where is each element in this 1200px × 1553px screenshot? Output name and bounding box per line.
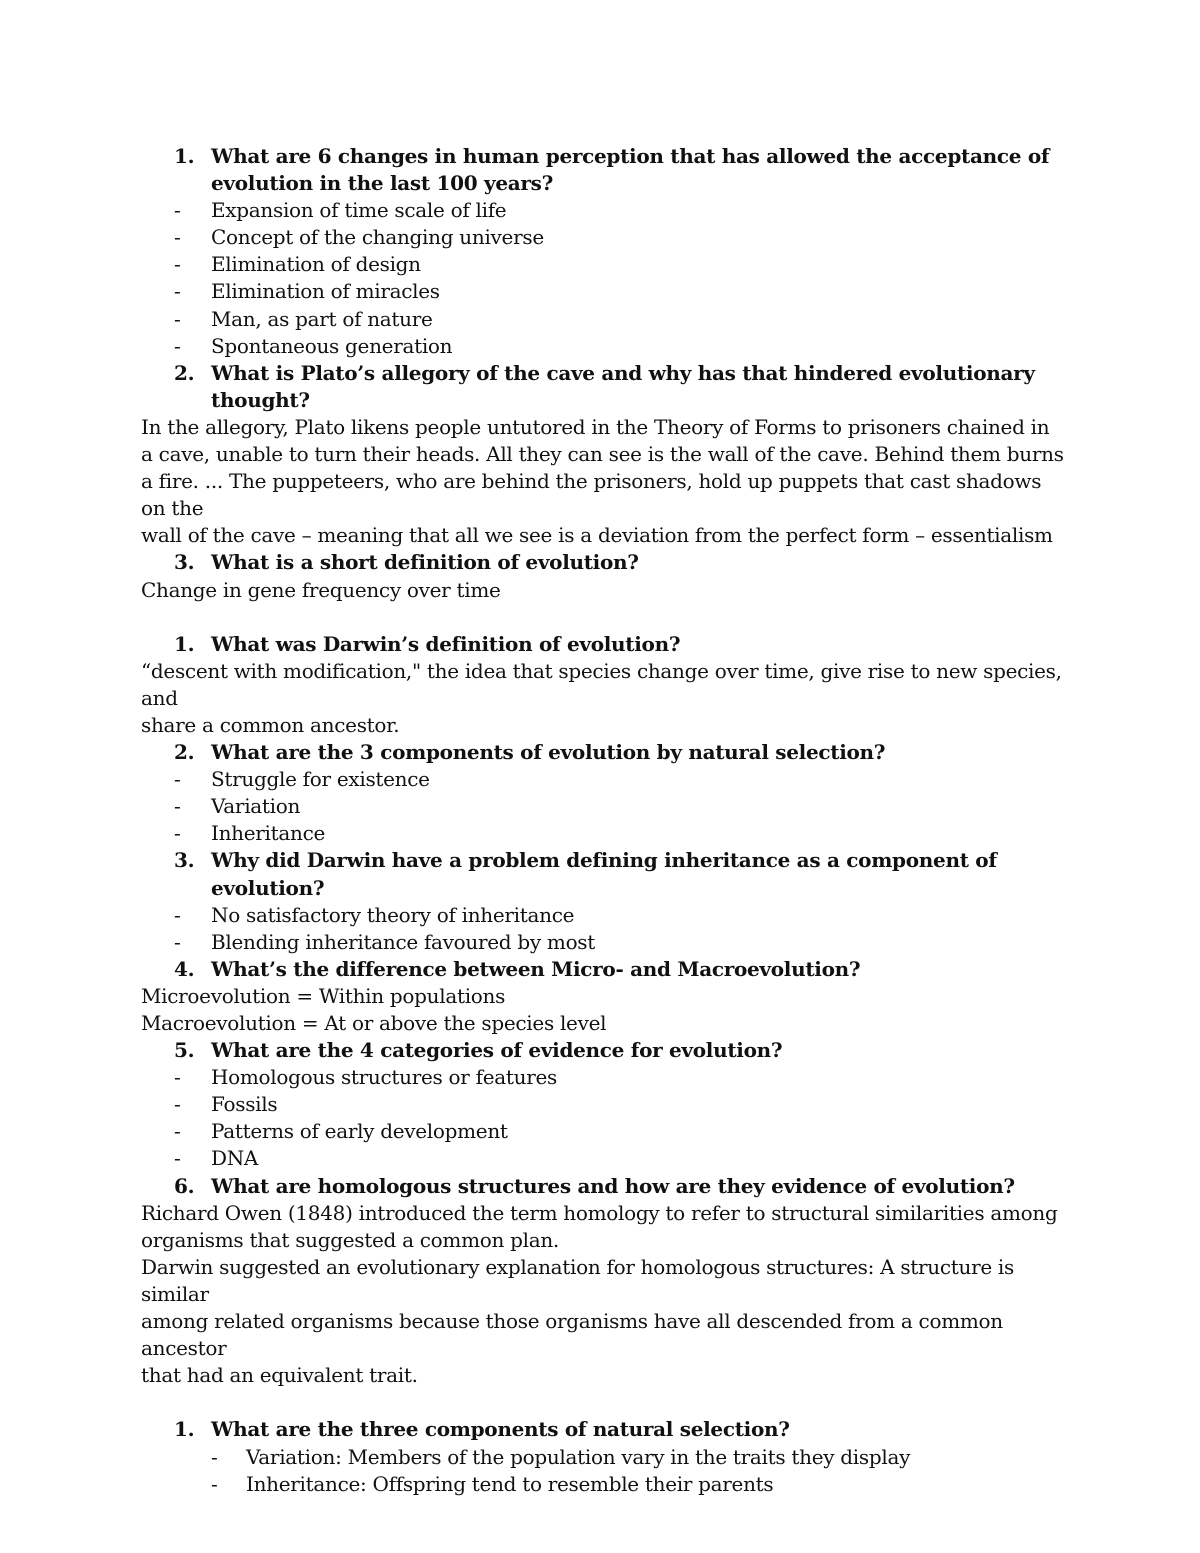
bullet-dash: - bbox=[174, 279, 181, 304]
question-text: What is a short definition of evolution? bbox=[211, 550, 639, 575]
bullet-item bbox=[141, 251, 1071, 278]
bullet-item bbox=[141, 197, 1071, 224]
question-number: 2. bbox=[174, 740, 195, 765]
bullet-item bbox=[141, 766, 1071, 793]
question-number: 5. bbox=[174, 1038, 195, 1063]
document-content bbox=[141, 143, 1071, 1498]
question-heading bbox=[141, 1416, 1071, 1443]
answer-line: “descent with modification," the idea that species change over time, give rise to new species, and bbox=[141, 658, 1062, 710]
bullet-dash: - bbox=[174, 902, 181, 927]
question-heading bbox=[141, 1037, 1071, 1064]
bullet-dash: - bbox=[174, 1092, 181, 1117]
bullet-item bbox=[141, 333, 1071, 360]
question-text: What was Darwin’s definition of evolution? bbox=[211, 631, 681, 656]
answer-line: Darwin suggested an evolutionary explanation for homologous structures: A structure is similar bbox=[141, 1254, 1014, 1306]
question-text: What are the 4 categories of evidence for evolution? bbox=[211, 1038, 783, 1063]
question-text: Why did Darwin have a problem defining inheritance as a component of evolution? bbox=[211, 848, 997, 900]
bullet-text: Blending inheritance favoured by most bbox=[211, 929, 596, 954]
answer-line: share a common ancestor. bbox=[141, 712, 400, 737]
bullet-text: Expansion of time scale of life bbox=[211, 198, 507, 223]
question-text: What are the 3 components of evolution by natural selection? bbox=[211, 740, 886, 765]
bullet-item bbox=[141, 929, 1071, 956]
question-number: 6. bbox=[174, 1173, 195, 1198]
bullet-text: Concept of the changing universe bbox=[211, 225, 544, 250]
bullet-item bbox=[141, 1145, 1071, 1172]
question-text: What are homologous structures and how are they evidence of evolution? bbox=[211, 1173, 1015, 1198]
bullet-text: Inheritance bbox=[211, 821, 326, 846]
bullet-dash: - bbox=[174, 225, 181, 250]
bullet-text: Homologous structures or features bbox=[211, 1065, 557, 1090]
bullet-item bbox=[141, 1064, 1071, 1091]
bullet-dash: - bbox=[174, 333, 181, 358]
question-number: 1. bbox=[174, 1417, 195, 1442]
question-heading bbox=[141, 631, 1071, 658]
bullet-dash: - bbox=[174, 198, 181, 223]
answer-line: Microevolution = Within populations bbox=[141, 983, 506, 1008]
question-number: 3. bbox=[174, 848, 195, 873]
bullet-item bbox=[141, 1118, 1071, 1145]
bullet-dash: - bbox=[174, 252, 181, 277]
question-number: 1. bbox=[174, 144, 195, 168]
question-number: 4. bbox=[174, 956, 195, 981]
bullet-dash: - bbox=[174, 1065, 181, 1090]
bullet-dash: - bbox=[174, 794, 181, 819]
bullet-text: Fossils bbox=[211, 1092, 278, 1117]
question-heading bbox=[141, 956, 1071, 983]
bullet-item bbox=[141, 306, 1071, 333]
bullet-item bbox=[141, 224, 1071, 251]
answer-line: among related organisms because those organisms have all descended from a common ancestor bbox=[141, 1309, 1003, 1361]
bullet-text: Patterns of early development bbox=[211, 1119, 508, 1144]
bullet-item bbox=[141, 1444, 1071, 1471]
bullet-item bbox=[141, 278, 1071, 305]
answer-line: Macroevolution = At or above the species level bbox=[141, 1011, 607, 1035]
answer-line: Change in gene frequency over time bbox=[141, 577, 501, 602]
question-number: 2. bbox=[174, 360, 195, 385]
bullet-dash: - bbox=[174, 929, 181, 954]
bullet-dash: - bbox=[174, 821, 181, 846]
bullet-text: Variation: Members of the population vary in the traits they display bbox=[246, 1444, 911, 1469]
bullet-dash: - bbox=[174, 1119, 181, 1144]
question-text: What are the three components of natural selection? bbox=[211, 1417, 790, 1442]
bullet-text: Struggle for existence bbox=[211, 767, 430, 792]
question-text: What is Plato’s allegory of the cave and why has that hindered evolutionary thought? bbox=[211, 360, 1035, 412]
question-heading bbox=[141, 143, 1071, 197]
bullet-text: Variation bbox=[211, 794, 301, 819]
question-heading bbox=[141, 1173, 1071, 1200]
question-text: What’s the difference between Micro- and Macroevolution? bbox=[211, 956, 861, 981]
bullet-dash: - bbox=[174, 1146, 181, 1171]
bullet-text: Elimination of design bbox=[211, 252, 421, 277]
question-text: What are 6 changes in human perception that has allowed the acceptance of evolution in the last 100 years? bbox=[211, 144, 1050, 196]
question-heading bbox=[141, 360, 1071, 414]
section-gap bbox=[141, 604, 1071, 631]
bullet-text: Inheritance: Offspring tend to resemble their parents bbox=[246, 1471, 774, 1496]
question-heading bbox=[141, 739, 1071, 766]
bullet-item bbox=[141, 793, 1071, 820]
answer-line: a fire. ... The puppeteers, who are behind the prisoners, hold up puppets that cast shadows on the bbox=[141, 469, 1042, 521]
bullet-item bbox=[141, 820, 1071, 847]
bullet-text: Man, as part of nature bbox=[211, 306, 433, 331]
bullet-text: Elimination of miracles bbox=[211, 279, 440, 304]
bullet-text: No satisfactory theory of inheritance bbox=[211, 902, 575, 927]
answer-line: organisms that suggested a common plan. bbox=[141, 1227, 559, 1252]
bullet-item bbox=[141, 902, 1071, 929]
question-heading bbox=[141, 549, 1071, 576]
question-number: 1. bbox=[174, 631, 195, 656]
bullet-text: DNA bbox=[211, 1146, 259, 1171]
answer-line: Richard Owen (1848) introduced the term homology to refer to structural similarities among bbox=[141, 1200, 1058, 1225]
answer-line: a cave, unable to turn their heads. All they can see is the wall of the cave. Behind them burns bbox=[141, 442, 1064, 467]
question-heading bbox=[141, 847, 1071, 901]
answer-line: In the allegory, Plato likens people untutored in the Theory of Forms to prisoners chained in bbox=[141, 414, 1050, 439]
bullet-dash: - bbox=[211, 1471, 218, 1496]
bullet-item bbox=[141, 1091, 1071, 1118]
bullet-dash: - bbox=[174, 767, 181, 792]
answer-line: that had an equivalent trait. bbox=[141, 1363, 418, 1388]
bullet-text: Spontaneous generation bbox=[211, 333, 453, 358]
bullet-item bbox=[141, 1471, 1071, 1498]
section-gap bbox=[141, 1389, 1071, 1416]
question-number: 3. bbox=[174, 550, 195, 575]
bullet-dash: - bbox=[174, 306, 181, 331]
bullet-dash: - bbox=[211, 1444, 218, 1469]
answer-line: wall of the cave – meaning that all we see is a deviation from the perfect form – essentialism bbox=[141, 523, 1053, 548]
